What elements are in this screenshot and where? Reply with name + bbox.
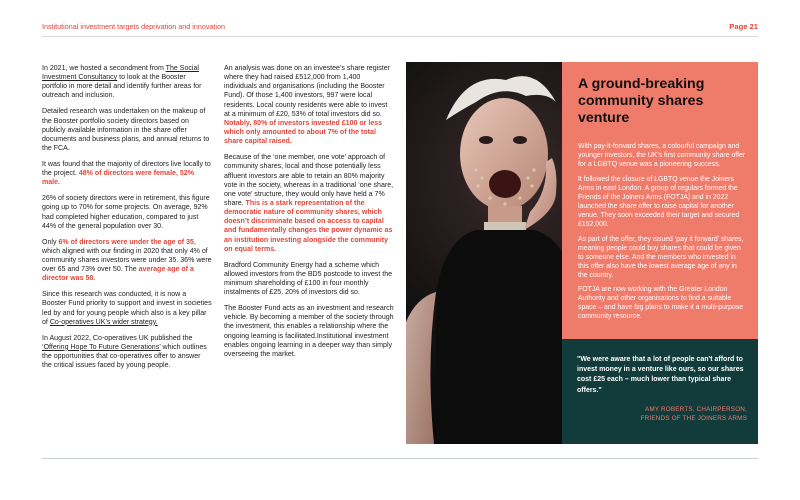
paragraph: In 2021, we hosted a secondment from The Social Investment Consultancy to look at the Booster portfolio in more detail and identify further areas for outreach and inclusion. — [42, 65, 202, 100]
sidebar-title: A ground-breaking community shares venture — [578, 76, 705, 126]
pull-quote-box — [562, 339, 758, 444]
page-number: Page 21 — [729, 22, 758, 31]
quote-attribution: AMY ROBERTS, CHAIRPERSON, FRIENDS OF THE JOINERS ARMS — [640, 406, 747, 422]
paragraph: An analysis was done on an investee’s share register where they had raised £512,000 from 1,400 individuals and organisations (including the Booster Fund). Of those 1,400 investors, 997 were local residents. Local county residents were able to invest at a minimum of £20, 53% of total investors did so. Notably, 80% of investors invested £100 or less which only amounted to about 7% of the total share capital raised. — [224, 65, 390, 146]
footer-divider — [42, 458, 758, 459]
highlight-text: Notably, 80% of investors invested £100 or less which only amounted to about 7% of the total share capital raised. — [224, 119, 383, 146]
highlight-text: 6% of directors were under the age of 35 — [58, 238, 194, 246]
paragraph: Because of the ‘one member, one vote’ approach of community shares, local and those potentially less affluent investors are able to retain an 80% majority vote in the society, whereas in a traditional ‘one share, one vote’ structure, they would only have held a 7% share. This is a stark representation of the democratic nature of community shares, which doesn’t discriminate based on access to capital and fundamentally changes the power dynamic as an institution investing alongside the community on equal terms. — [224, 154, 394, 253]
paragraph: 26% of society directors were in retirement, this figure going up to 70% for some projects. On average, 92% had completed higher education, compared to just 44% of the general population over 30. — [42, 195, 210, 230]
co-operatives-uk-strategy-link[interactable]: Co-operatives UK’s wider strategy. — [49, 318, 158, 326]
paragraph: Since this research was conducted, it is now a Booster Fund priority to support and invest in societies led by and for young people which also is a key pillar of Co-operatives UK’s wider strategy. — [42, 291, 212, 326]
paragraph: Detailed research was undertaken on the makeup of the Booster portfolio society directors based on publicly available information in the share offer documents and business plans, and annual returns to the FCA. — [42, 108, 210, 153]
sidebar-paragraph: With pay-it-forward shares, a colourful campaign and younger investors, the UK’s first community share offer for a LGBTQ venue was a pioneering success. — [578, 143, 746, 168]
text-column-left — [42, 64, 212, 377]
pull-quote-text: "We were aware that a lot of people can't afford to invest money in a venture like ours, so our shares cost £25 each – much lower than typical share offers." — [577, 356, 744, 394]
sidebar-paragraph: FOTJA are now working with the Greater London Authority and other organisations to find a suitable space – and have big plans to make it a multi-purpose community resource. — [578, 286, 744, 321]
paragraph: Bradford Community Energy had a scheme which allowed investors from the BD5 postcode to invest the minimum shareholding of £100 in four monthly instalments of £25. 20% of investors did so. — [224, 261, 393, 297]
highlight-text: average age of a director was 58. — [42, 266, 194, 283]
highlight-text: 48% of directors were female, 52% male. — [42, 170, 194, 187]
text-column-middle — [224, 64, 394, 366]
sidebar-body — [578, 142, 748, 327]
social-investment-consultancy-link[interactable]: The Social Investment Consultancy — [42, 65, 199, 82]
offering-hope-report-link[interactable]: ‘Offering Hope To Future Generations’ — [42, 343, 161, 351]
sidebar-paragraph: It followed the closure of LGBTQ venue the Joiners Arms in east London. A group of regulars formed the Friends of the Joiners Arms (FOTJA) and in 2022 launched the share offer to raise capital for another venue. They soon exceeded their target and secured £152,000. — [578, 175, 740, 228]
paragraph: In August 2022, Co-operatives UK published the ‘Offering Hope To Future Generations’ which outlines the opportunities that co-operatives offer to answer the critical issues faced by young people. — [42, 334, 207, 370]
running-header: Institutional investment targets deprivation and innovation — [42, 22, 225, 31]
highlight-text: This is a stark representation of the democratic nature of community shares, which doesn’t discriminate based on access to capital and fundamentally changes the power dynamic as an institution investing alongside the community on equal terms. — [224, 199, 393, 253]
sidebar-paragraph: As part of the offer, they issued ‘pay it forward’ shares, meaning people could buy shares that could be given to someone else. And the members who invested in this offer also have the lowest average age of any in the country. — [578, 235, 744, 279]
feature-sidebar — [562, 62, 758, 339]
paragraph: It was found that the majority of directors live locally to the project. 48% of directors were female, 52% male. — [42, 161, 211, 187]
paragraph: Only 6% of directors were under the age of 35, which aligned with our finding in 2020 that only 4% of community shares investors were under 35. 36% were over 65 and 73% over 50. The average age of a director was 58. — [42, 238, 212, 283]
paragraph: The Booster Fund acts as an investment and research vehicle. By becoming a member of the society through the investment, this enables a relationship where the ongoing learning is facilitated.Institutional investment enables ongoing learning in a deeper way than simply overseeing the market. — [224, 305, 394, 358]
header-divider — [42, 36, 758, 37]
